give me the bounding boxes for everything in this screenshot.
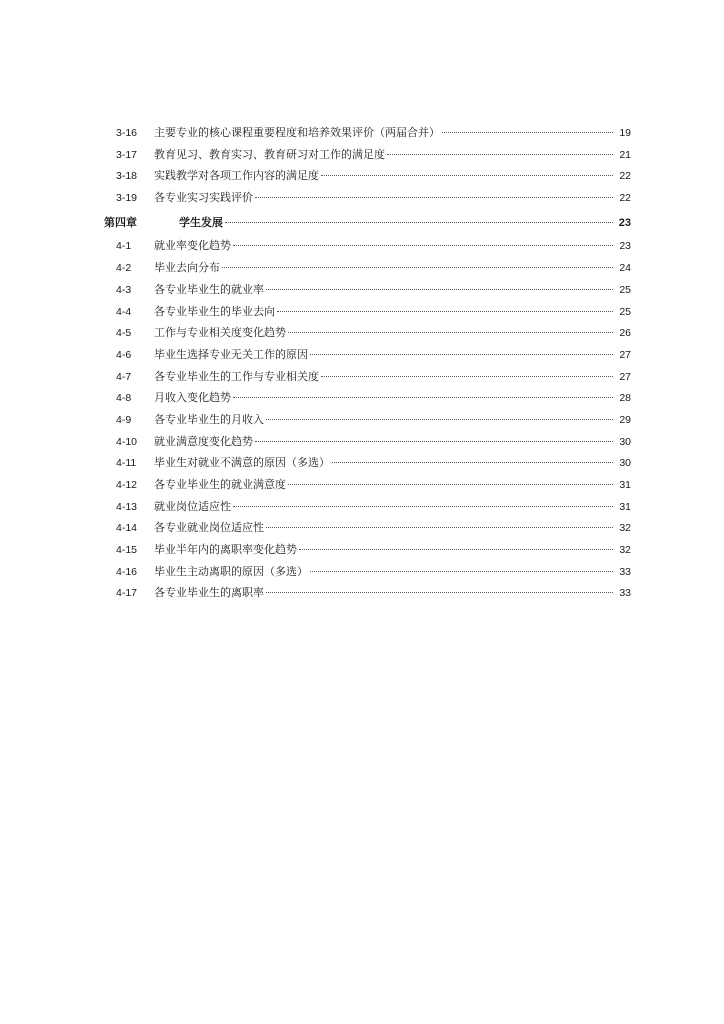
dot-leader <box>233 397 613 398</box>
toc-entry-number: 3-16 <box>116 127 138 139</box>
dot-leader <box>225 222 613 223</box>
toc-entry-page: 27 <box>619 370 631 383</box>
toc-entry-title: 各专业毕业生的工作与专业相关度 <box>154 369 319 383</box>
toc-entry-number: 4-4 <box>116 305 132 318</box>
dot-leader <box>255 197 613 198</box>
toc-entry-page: 32 <box>619 544 631 557</box>
toc-entry[interactable] <box>104 452 631 474</box>
toc-entry-number: 4-3 <box>116 283 132 296</box>
toc-entry-title: 毕业生主动离职的原因（多选） <box>154 564 308 578</box>
dot-leader <box>266 289 613 290</box>
toc-entry-number: 4-9 <box>116 413 132 426</box>
dot-leader <box>321 376 613 377</box>
toc-entry-number: 4-11 <box>116 457 137 470</box>
dot-leader <box>310 571 613 572</box>
toc-entry-number: 4-8 <box>116 392 132 405</box>
toc-entry[interactable] <box>104 279 631 301</box>
toc-entry[interactable] <box>104 539 631 561</box>
toc-entry-page: 26 <box>619 327 631 340</box>
chapter-title: 学生发展 <box>179 215 223 229</box>
toc-entry-title: 工作与专业相关度变化趋势 <box>154 326 286 340</box>
dot-leader <box>332 462 613 463</box>
toc-entry-page: 23 <box>619 240 631 253</box>
toc-entry-page: 25 <box>619 305 631 318</box>
toc-entry-number: 4-12 <box>116 479 138 491</box>
toc-entry-title: 教育见习、教育实习、教育研习对工作的满足度 <box>154 147 385 161</box>
toc-entry-title: 主要专业的核心课程重要程度和培养效果评价（两届合并） <box>154 126 440 139</box>
toc-entry-title: 就业岗位适应性 <box>154 499 231 513</box>
toc-entry-page: 25 <box>619 283 631 296</box>
dot-leader <box>387 154 613 155</box>
dot-leader <box>277 311 613 312</box>
chapter-number: 第四章 <box>104 215 137 229</box>
toc-entry-title: 各专业毕业生的月收入 <box>154 412 264 426</box>
toc-entry-title: 毕业生选择专业无关工作的原因 <box>154 347 308 361</box>
toc-entry-number: 4-16 <box>116 565 138 578</box>
toc-entry-number: 3-19 <box>116 192 138 205</box>
toc-entry[interactable] <box>104 344 631 366</box>
toc-entry-page: 24 <box>619 262 631 275</box>
toc-entry-number: 3-18 <box>116 170 138 183</box>
toc-entry[interactable] <box>104 496 631 518</box>
toc-chapter-heading[interactable] <box>104 212 631 234</box>
dot-leader <box>442 132 613 133</box>
toc-entry-page: 29 <box>619 413 631 426</box>
toc-entry[interactable] <box>104 257 631 279</box>
dot-leader <box>255 441 613 442</box>
toc-entry-number: 4-15 <box>116 544 138 557</box>
dot-leader <box>288 484 613 485</box>
toc-entry-title: 各专业实习实践评价 <box>154 191 253 205</box>
dot-leader <box>233 506 613 507</box>
toc-entry-title: 就业满意度变化趋势 <box>154 434 253 448</box>
dot-leader <box>233 245 613 246</box>
toc-entry-title: 毕业半年内的离职率变化趋势 <box>154 543 297 557</box>
toc-entry-title: 就业率变化趋势 <box>154 239 231 253</box>
toc-entry-number: 4-5 <box>116 327 132 340</box>
toc-entry[interactable] <box>104 235 631 257</box>
toc-entry-title: 月收入变化趋势 <box>154 391 231 405</box>
chapter-page: 23 <box>618 216 631 229</box>
toc-entry[interactable] <box>104 409 631 431</box>
toc-entry-number: 4-1 <box>116 240 132 253</box>
toc-entry-page: 21 <box>619 148 631 161</box>
toc-entry-page: 32 <box>619 522 631 535</box>
toc-entry-number: 4-7 <box>116 370 132 383</box>
toc-entry-page: 22 <box>619 192 631 205</box>
toc-entry-title: 各专业毕业生的毕业去向 <box>154 304 275 318</box>
toc-entry[interactable] <box>104 187 631 209</box>
toc-entry-page: 30 <box>619 457 631 470</box>
toc-entry-page: 19 <box>619 127 631 139</box>
dot-leader <box>266 419 613 420</box>
toc-entry-number: 4-10 <box>116 435 138 448</box>
dot-leader <box>288 332 613 333</box>
toc-entry[interactable] <box>104 366 631 388</box>
toc-entry-page: 31 <box>619 500 631 513</box>
toc-entry-page: 27 <box>619 348 631 361</box>
dot-leader <box>321 175 613 176</box>
toc-entry-page: 33 <box>619 587 631 600</box>
table-of-contents <box>104 122 631 604</box>
toc-entry-title: 毕业去向分布 <box>154 261 220 275</box>
toc-entry[interactable] <box>104 561 631 583</box>
toc-entry-title: 各专业毕业生的就业满意度 <box>154 478 286 491</box>
dot-leader <box>310 354 613 355</box>
toc-entry[interactable] <box>104 165 631 187</box>
toc-entry-number: 3-17 <box>116 148 138 161</box>
toc-entry[interactable] <box>104 582 631 604</box>
toc-entry-number: 4-17 <box>116 587 138 600</box>
toc-entry[interactable] <box>104 474 631 496</box>
dot-leader <box>299 549 613 550</box>
toc-entry-page: 28 <box>619 392 631 405</box>
dot-leader <box>222 267 613 268</box>
toc-entry[interactable] <box>104 122 631 144</box>
toc-entry-page: 33 <box>619 565 631 578</box>
toc-entry-title: 各专业毕业生的离职率 <box>154 586 264 600</box>
toc-entry-title: 各专业就业岗位适应性 <box>154 521 264 535</box>
toc-entry-title: 毕业生对就业不满意的原因（多选） <box>154 456 330 470</box>
toc-entry-number: 4-14 <box>116 522 138 535</box>
toc-entry[interactable] <box>104 144 631 166</box>
toc-entry[interactable] <box>104 431 631 453</box>
toc-entry-number: 4-6 <box>116 348 132 361</box>
toc-entry-title: 实践教学对各项工作内容的满足度 <box>154 169 319 183</box>
dot-leader <box>266 527 613 528</box>
toc-entry[interactable] <box>104 301 631 323</box>
toc-entry-number: 4-13 <box>116 500 138 513</box>
toc-entry[interactable] <box>104 387 631 409</box>
toc-entry-page: 31 <box>619 479 631 491</box>
dot-leader <box>266 592 613 593</box>
toc-entry-page: 30 <box>619 435 631 448</box>
toc-entry[interactable] <box>104 517 631 539</box>
toc-entry[interactable] <box>104 322 631 344</box>
toc-entry-number: 4-2 <box>116 262 132 275</box>
toc-entry-page: 22 <box>619 170 631 183</box>
toc-entry-title: 各专业毕业生的就业率 <box>154 282 264 296</box>
